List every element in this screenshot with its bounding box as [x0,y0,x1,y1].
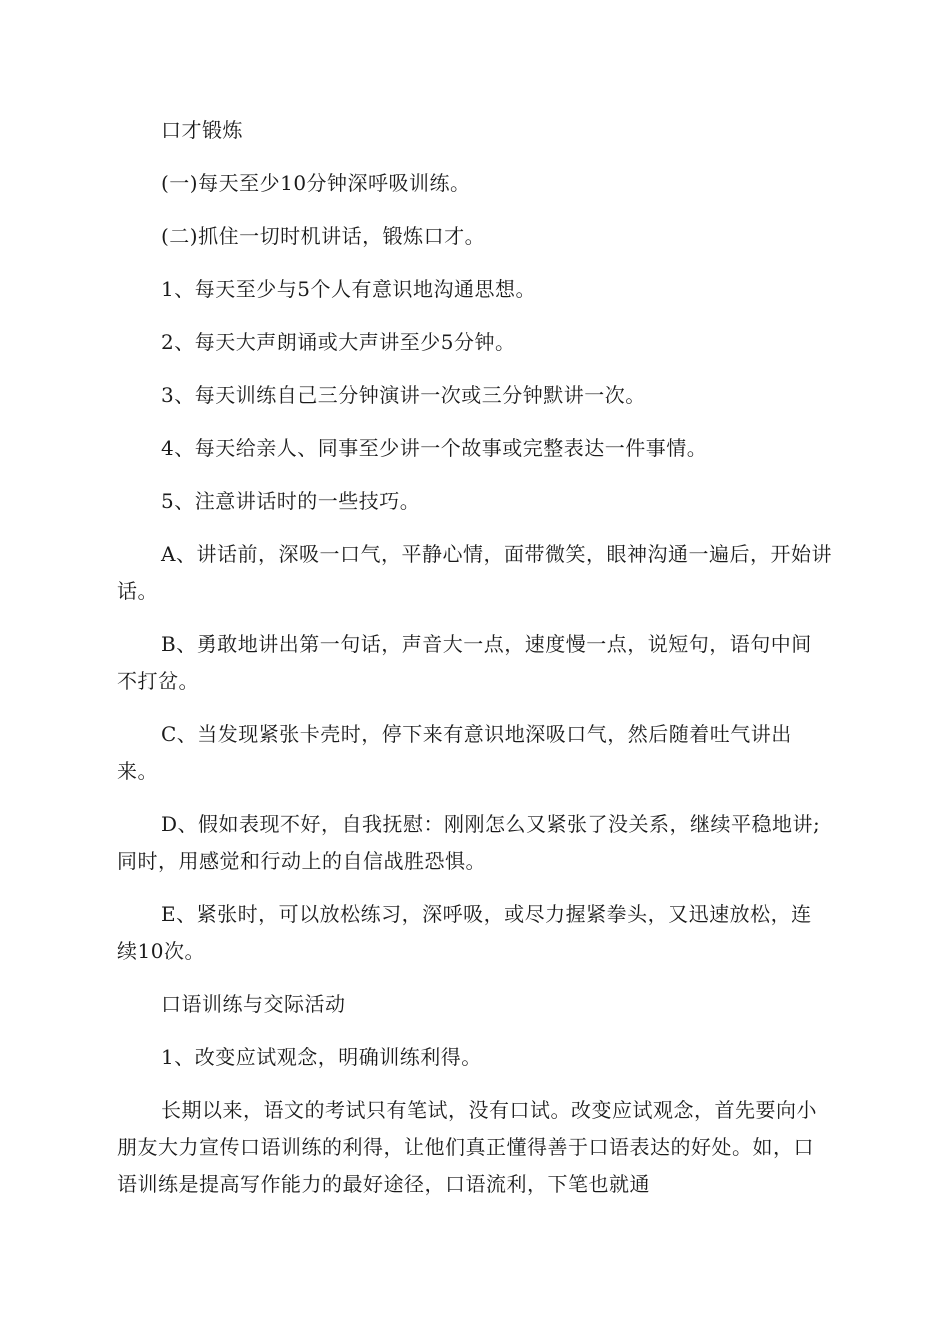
tip-item: E、紧张时，可以放松练习，深呼吸，或尽力握紧拳头，又迅速放松，连续10次。 [117,902,812,963]
tip-item: D、假如表现不好，自我抚慰：刚刚怎么又紧张了没关系，继续平稳地讲;同时，用感觉和行动上的自信战胜恐惧。 [117,812,821,873]
list-item: 1、每天至少与5个人有意识地沟通思想。 [161,277,536,301]
tip-item: B、勇敢地讲出第一句话，声音大一点，速度慢一点，说短句，语句中间不打岔。 [117,632,812,693]
paragraph: 长期以来，语文的考试只有笔试，没有口试。改变应试观念，首先要向小朋友大力宣传口语训练的利得，让他们真正懂得善于口语表达的好处。如，口语训练是提高写作能力的最好途径，口语流利，下笔也就通 [117,1098,817,1196]
paragraph: (二)抓住一切时机讲话，锻炼口才。 [161,224,486,248]
paragraph: (一)每天至少10分钟深呼吸训练。 [161,171,471,195]
tip-item: A、讲话前，深吸一口气，平静心情，面带微笑，眼神沟通一遍后，开始讲话。 [117,542,832,603]
list-item: 4、每天给亲人、同事至少讲一个故事或完整表达一件事情。 [161,436,708,460]
document-body [117,112,832,1219]
list-item: 1、改变应试观念，明确训练利得。 [161,1045,482,1069]
list-item: 5、注意讲话时的一些技巧。 [161,489,421,513]
list-item: 3、每天训练自己三分钟演讲一次或三分钟默讲一次。 [161,383,646,407]
tip-item: C、当发现紧张卡壳时，停下来有意识地深吸口气，然后随着吐气讲出来。 [117,722,792,783]
section-heading: 口才锻炼 [161,118,243,142]
list-item: 2、每天大声朗诵或大声讲至少5分钟。 [161,330,516,354]
section-heading: 口语训练与交际活动 [161,992,346,1016]
